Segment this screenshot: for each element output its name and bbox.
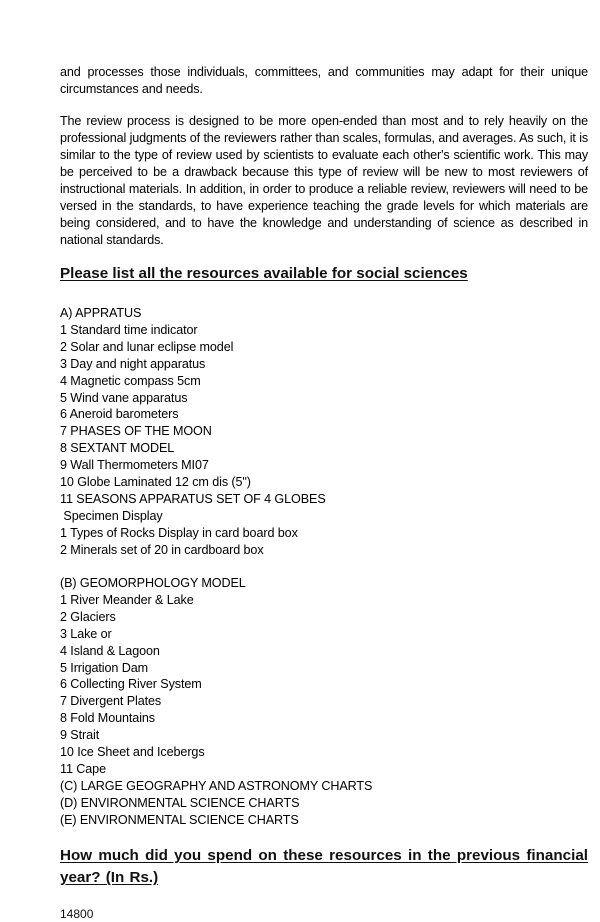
list-item: 9 Wall Thermometers MI07 <box>60 458 209 473</box>
spending-answer: 14800 <box>60 907 94 921</box>
apparatus-list <box>60 305 326 559</box>
list-item: 7 PHASES OF THE MOON <box>60 424 212 439</box>
list-item: Specimen Display <box>60 508 163 523</box>
list-item: 11 SEASONS APPARATUS SET OF 4 GLOBES <box>60 491 326 506</box>
list-item: 6 Collecting River System <box>60 677 202 692</box>
section-a-title: A) APPRATUS <box>60 306 142 320</box>
list-item: 7 Divergent Plates <box>60 694 162 709</box>
list-item: 1 Types of Rocks Display in card board box <box>60 525 298 540</box>
list-item: 2 Glaciers <box>60 609 116 624</box>
list-item: 4 Island & Lagoon <box>60 643 160 658</box>
list-item: 2 Minerals set of 20 in cardboard box <box>60 542 264 557</box>
list-item: 1 Standard time indicator <box>60 322 198 337</box>
list-item: 5 Irrigation Dam <box>60 660 148 675</box>
list-item: 1 River Meander & Lake <box>60 592 194 607</box>
geomorphology-list <box>60 575 372 829</box>
list-item: 3 Lake or <box>60 626 112 641</box>
list-item: 10 Globe Laminated 12 cm dis (5") <box>60 475 251 490</box>
list-item: 6 Aneroid barometers <box>60 407 179 422</box>
question-spending-heading: How much did you spend on these resources in the previous financial year? (In Rs.) <box>60 847 588 886</box>
section-b-title: (B) GEOMORPHOLOGY MODEL <box>60 576 246 590</box>
list-item: 10 Ice Sheet and Icebergs <box>60 745 205 760</box>
list-item: 9 Strait <box>60 728 100 743</box>
list-item: 2 Solar and lunar eclipse model <box>60 339 234 354</box>
intro-paragraph: and processes those individuals, committees, and communities may adapt for their unique circumstances and needs. <box>60 65 588 96</box>
list-item: 11 Cape <box>60 761 106 776</box>
list-item: 4 Magnetic compass 5cm <box>60 373 201 388</box>
list-item: 5 Wind vane apparatus <box>60 390 188 405</box>
section-c-title: (C) LARGE GEOGRAPHY AND ASTRONOMY CHARTS <box>60 778 373 793</box>
section-d-title: (D) ENVIRONMENTAL SCIENCE CHARTS <box>60 795 300 810</box>
review-process-paragraph: The review process is designed to be more open-ended than most and to rely heavily on the professional judgments of the reviewers rather than scales, formulas, and averages. As such, it is similar to the type of review used by scientists to evaluate each other's scientific work. This may be perceived to be a drawback because this type of review will be new to most reviewers of instructional materials. In addition, in order to produce a reliable review, reviewers will need to be versed in the standards, to have experience teaching the grade levels for which materials are being considered, and to have the knowledge and understanding of science as described in national standards. <box>60 114 588 247</box>
question-resources-heading: Please list all the resources available for social sciences <box>60 265 468 282</box>
section-e-title: (E) ENVIRONMENTAL SCIENCE CHARTS <box>60 812 299 827</box>
list-item: 8 Fold Mountains <box>60 711 156 726</box>
list-item: 3 Day and night apparatus <box>60 356 206 371</box>
list-item: 8 SEXTANT MODEL <box>60 441 175 456</box>
